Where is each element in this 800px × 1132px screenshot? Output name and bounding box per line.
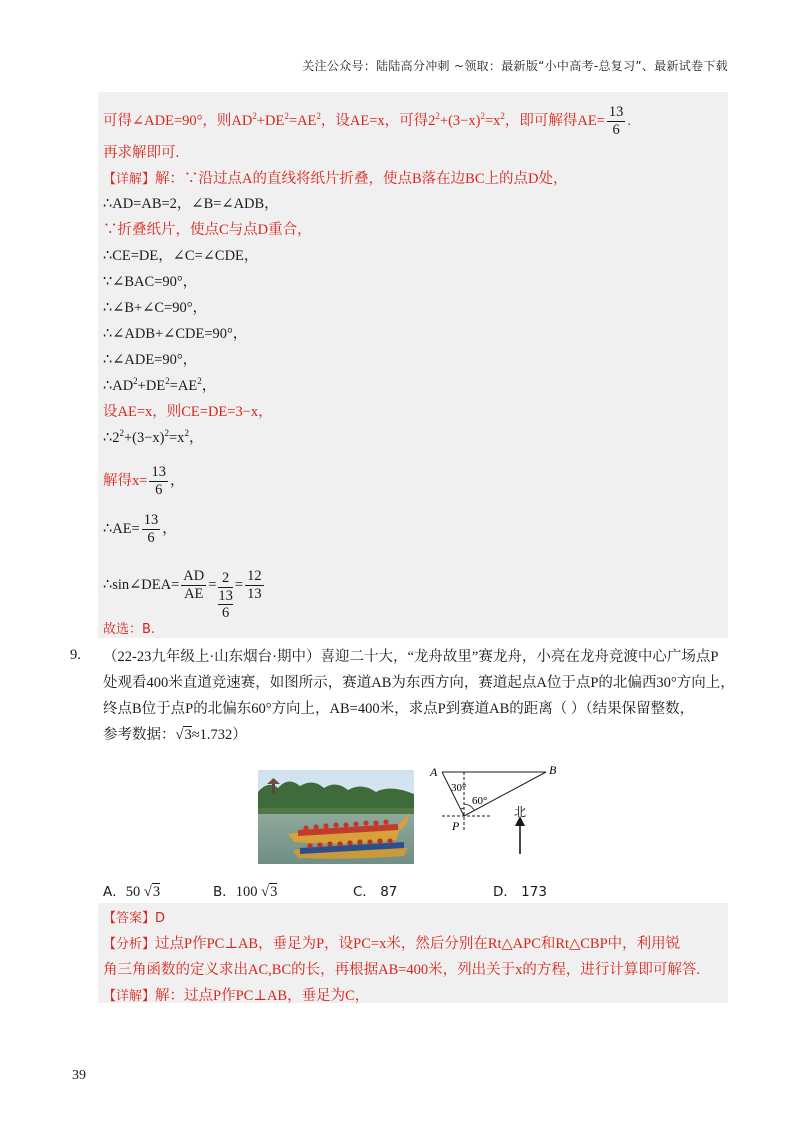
step-12: 设AE=x，则CE=DE=3−x，: [103, 404, 273, 420]
prev-solution-line-1: 可得∠ADE=90°，则$AD^2+DE^2=AE^2$，设AE=x，可得$2^2+(3-x)^2=x^2$，即可解得AE= $\frac{13}{6}$ .: [103, 104, 632, 138]
step-13: $\therefore 2^2+(3-x)^2=x^2$，: [103, 428, 204, 446]
step-6: ∴CE=DE，∠C=∠CDE，: [103, 248, 259, 264]
question-line-4: 参考数据：√3≈1.732）: [103, 727, 247, 743]
option-d[interactable]: D． 173: [493, 884, 547, 900]
step-16: ∴sin∠DEA= $\frac{AD}{AE}$ = 2 13 6 = $\frac{12}{13}$: [103, 568, 262, 621]
step-8: ∴∠B+∠C=90°，: [103, 300, 208, 316]
segment-ap: [442, 772, 467, 816]
analysis-row-1: 【分析】过点P作PC⊥AB，垂足为P，设PC=x米，然后分别在Rt△APC和Rt△CBP中，利用锐: [103, 936, 681, 952]
answer-row: 【答案】D: [103, 911, 166, 926]
prev-detail-line: 【详解】解：∵沿过点A的直线将纸片折叠，使点B落在边BC上的点D处，: [103, 171, 568, 187]
prev-solution-line-2: 再求解即可.: [103, 145, 180, 161]
question-number: 9.: [70, 647, 81, 663]
step-11: $\therefore AD^2+DE^2=AE^2$，: [103, 376, 217, 394]
step-5: ∵折叠纸片，使点C与点D重合，: [103, 222, 312, 238]
answer-line: 故选：B.: [103, 622, 156, 637]
question-line-1: （22-23九年级上·山东烟台·期中）喜迎二十大，“龙舟故里”赛龙舟，小亮在龙舟竞渡中心广场点P: [103, 649, 719, 665]
step-14: 解得x= $\frac{13}{6}$ ，: [103, 464, 185, 498]
page-number: 39: [72, 1068, 86, 1083]
north-label: 北: [514, 805, 527, 819]
question-line-3: 终点B位于点P的北偏东60°方向上，AB=400米，求点P到赛道AB的距离（ ）（结果保留整数，: [103, 701, 695, 717]
dragon-boat-photo: [258, 770, 414, 864]
option-c[interactable]: C． 87: [353, 884, 398, 900]
step-9: ∴∠ADB+∠CDE=90°，: [103, 326, 248, 342]
label-a: A: [430, 765, 438, 779]
step-10: ∴∠ADE=90°，: [103, 352, 198, 368]
segment-bp: [464, 772, 546, 816]
angle-30: 30°: [451, 782, 467, 794]
analysis-row-2: 角三角函数的定义求出AC,BC的长，再根据AB=400米，列出关于x的方程，进行计算即可解答.: [103, 962, 701, 978]
question-line-2: 处观看400米直道竞速赛，如图所示，赛道AB为东西方向，赛道起点A位于点P的北偏西30°方向上，: [103, 675, 735, 691]
step-15: ∴AE= $\frac{13}{6}$ ，: [103, 512, 177, 546]
detail-row: 【详解】解：过点P作PC⊥AB，垂足为C，: [103, 988, 370, 1004]
geometry-diagram: [428, 758, 568, 873]
label-p: P: [452, 819, 460, 833]
step-7: ∵∠BAC=90°，: [103, 274, 198, 290]
option-a[interactable]: A．50 √3: [103, 884, 161, 900]
page-header: 关注公众号：陆陆高分冲刺 ~领取：最新版“小中高考-总复习”、最新试卷下载: [302, 59, 728, 73]
option-b[interactable]: B．100 √3: [213, 884, 278, 900]
angle-60: 60°: [472, 795, 488, 807]
step-4: ∴AD=AB=2，∠B=∠ADB，: [103, 196, 279, 212]
label-b: B: [549, 763, 557, 777]
